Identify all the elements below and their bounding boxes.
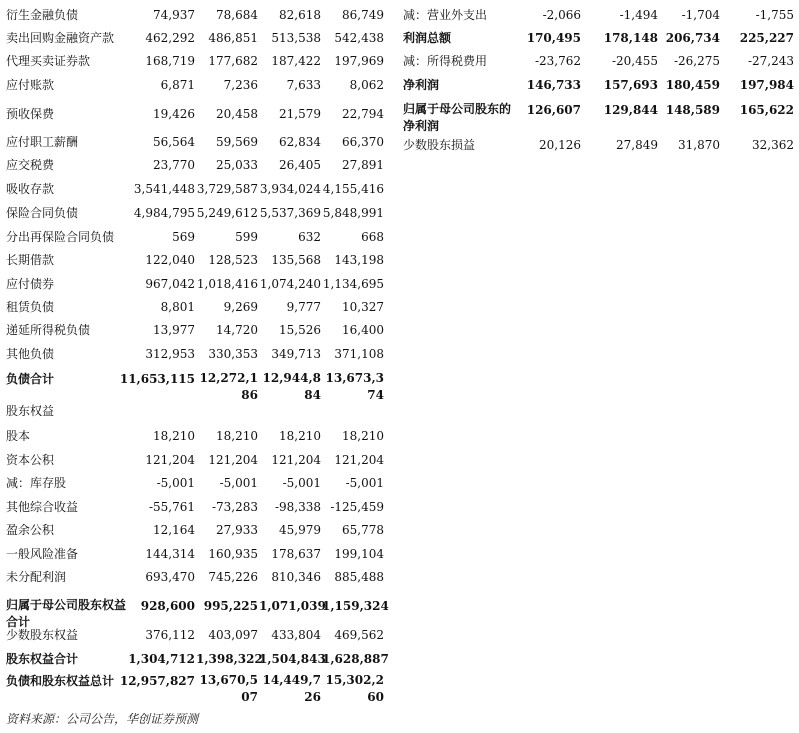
left-value-cell: 668 — [361, 230, 384, 244]
left-value-cell: 9,269 — [223, 300, 258, 314]
left-row-label: 长期借款 — [6, 253, 55, 267]
left-row-label: 衍生金融负债 — [6, 8, 79, 22]
left-row-label: 应付债券 — [6, 277, 55, 291]
right-value-cell: -20,455 — [611, 54, 658, 68]
left-value-cell: 197,969 — [334, 54, 384, 68]
right-value-cell: -1,755 — [755, 8, 794, 22]
left-value-cell: 59,569 — [216, 135, 258, 149]
left-value-cell: 5,848,991 — [322, 206, 384, 220]
left-value-cell: 376,112 — [145, 628, 195, 642]
left-value-cell: -125,459 — [330, 500, 384, 514]
right-row-label: 减：所得税费用 — [403, 54, 488, 68]
left-value-cell: 27,933 — [216, 523, 258, 537]
left-value-cell: 121,204 — [271, 453, 321, 467]
left-row — [0, 204, 799, 222]
right-row — [0, 101, 799, 133]
left-value-cell: -73,283 — [211, 500, 258, 514]
left-value-cell: 143,198 — [334, 253, 384, 267]
left-value-cell: 45,979 — [279, 523, 321, 537]
left-value-cell: 13,670,507 — [199, 673, 258, 704]
left-value-cell: 4,984,795 — [133, 206, 195, 220]
right-row-label: 减：营业外支出 — [403, 8, 488, 22]
left-value-cell: 7,236 — [223, 78, 258, 92]
right-row-label: 净利润 — [403, 78, 440, 92]
right-value-cell: 31,870 — [678, 138, 720, 152]
left-row — [0, 597, 799, 629]
right-value-cell: 165,622 — [739, 103, 794, 117]
left-value-cell: 66,370 — [342, 135, 384, 149]
right-value-cell: 27,849 — [616, 138, 658, 152]
left-value-cell: 14,449,726 — [262, 673, 321, 704]
right-row — [0, 76, 799, 94]
right-row — [0, 6, 799, 24]
left-value-cell: 312,953 — [145, 347, 195, 361]
right-row — [0, 29, 799, 47]
left-value-cell: 599 — [235, 230, 258, 244]
left-value-cell: 12,272,186 — [199, 371, 258, 402]
left-row — [0, 402, 799, 420]
left-row — [0, 568, 799, 586]
left-value-cell: 4,155,416 — [322, 182, 384, 196]
left-value-cell: 1,074,240 — [259, 277, 321, 291]
left-value-cell: 56,564 — [153, 135, 195, 149]
left-value-cell: 15,526 — [279, 323, 321, 337]
left-value-cell: 3,729,587 — [196, 182, 258, 196]
left-row-label: 负债合计 — [6, 372, 55, 386]
left-value-cell: 12,957,827 — [119, 674, 195, 688]
right-value-cell: -27,243 — [747, 54, 794, 68]
left-row — [0, 626, 799, 644]
left-value-cell: 5,537,369 — [259, 206, 321, 220]
left-value-cell: 121,204 — [145, 453, 195, 467]
left-value-cell: 8,801 — [160, 300, 195, 314]
left-row-label: 减：库存股 — [6, 476, 67, 490]
left-value-cell: 74,937 — [153, 8, 195, 22]
left-value-cell: 3,934,024 — [259, 182, 321, 196]
left-value-cell: 885,488 — [334, 570, 384, 584]
left-row — [0, 298, 799, 316]
left-value-cell: 9,777 — [286, 300, 321, 314]
left-value-cell: 122,040 — [145, 253, 195, 267]
left-value-cell: 187,422 — [271, 54, 321, 68]
left-row — [0, 498, 799, 516]
right-row-label: 少数股东损益 — [403, 138, 476, 152]
right-value-cell: -26,275 — [673, 54, 720, 68]
right-value-cell: -23,762 — [534, 54, 581, 68]
left-row — [0, 321, 799, 339]
left-value-cell: 18,210 — [153, 429, 195, 443]
left-value-cell: 21,579 — [279, 107, 321, 121]
left-value-cell: -5,001 — [345, 476, 384, 490]
left-value-cell: -5,001 — [282, 476, 321, 490]
right-value-cell: -1,704 — [681, 8, 720, 22]
left-value-cell: 65,778 — [342, 523, 384, 537]
left-row-label: 其他综合收益 — [6, 500, 79, 514]
left-value-cell: 1,134,695 — [322, 277, 384, 291]
left-value-cell: 86,749 — [342, 8, 384, 22]
right-value-cell: 32,362 — [752, 138, 794, 152]
right-row-label: 利润总额 — [403, 31, 452, 45]
left-value-cell: 19,426 — [153, 107, 195, 121]
left-value-cell: 928,600 — [140, 599, 195, 613]
left-value-cell: 1,159,324 — [322, 599, 389, 613]
left-row-label: 股东权益合计 — [6, 652, 79, 666]
left-value-cell: 16,400 — [342, 323, 384, 337]
left-row — [0, 345, 799, 363]
left-value-cell: 20,458 — [216, 107, 258, 121]
left-value-cell: 27,891 — [342, 158, 384, 172]
left-row-label: 一般风险准备 — [6, 547, 79, 561]
left-row — [0, 275, 799, 293]
left-row-label: 保险合同负债 — [6, 206, 79, 220]
left-value-cell: 144,314 — [145, 547, 195, 561]
left-row — [0, 180, 799, 198]
left-value-cell: 11,653,115 — [119, 372, 195, 386]
left-value-cell: 810,346 — [271, 570, 321, 584]
left-value-cell: 23,770 — [153, 158, 195, 172]
left-row — [0, 251, 799, 269]
left-row — [0, 521, 799, 539]
right-value-cell: 146,733 — [526, 78, 581, 92]
left-value-cell: 8,062 — [349, 78, 384, 92]
left-value-cell: 1,304,712 — [128, 652, 195, 666]
left-row — [0, 474, 799, 492]
left-value-cell: 199,104 — [334, 547, 384, 561]
left-value-cell: 78,684 — [216, 8, 258, 22]
left-value-cell: 168,719 — [145, 54, 195, 68]
right-value-cell: 180,459 — [665, 78, 720, 92]
left-row — [0, 545, 799, 563]
left-value-cell: 82,618 — [279, 8, 321, 22]
right-value-cell: 225,227 — [739, 31, 794, 45]
left-row-label: 租赁负债 — [6, 300, 55, 314]
right-value-cell: 206,734 — [665, 31, 720, 45]
right-value-cell: 126,607 — [526, 103, 581, 117]
right-value-cell: 178,148 — [603, 31, 658, 45]
left-row-label: 归属于母公司股东权益合计 — [6, 598, 127, 629]
left-value-cell: 745,226 — [208, 570, 258, 584]
left-row-label: 股本 — [6, 429, 31, 443]
left-value-cell: 330,353 — [208, 347, 258, 361]
right-value-cell: 170,495 — [526, 31, 581, 45]
right-value-cell: 197,984 — [739, 78, 794, 92]
left-value-cell: -98,338 — [274, 500, 321, 514]
left-row-label: 盈余公积 — [6, 523, 55, 537]
left-row-label: 股东权益 — [6, 404, 55, 418]
left-value-cell: 135,568 — [271, 253, 321, 267]
left-value-cell: 26,405 — [279, 158, 321, 172]
left-row-label: 应付账款 — [6, 78, 55, 92]
left-row — [0, 427, 799, 445]
left-value-cell: 569 — [172, 230, 195, 244]
right-value-cell: -2,066 — [542, 8, 581, 22]
left-value-cell: 14,720 — [216, 323, 258, 337]
left-value-cell: 12,944,884 — [262, 371, 321, 402]
left-row-label: 吸收存款 — [6, 182, 55, 196]
left-row — [0, 672, 799, 704]
left-value-cell: 967,042 — [145, 277, 195, 291]
left-row-label: 少数股东权益 — [6, 628, 79, 642]
right-row-label: 归属于母公司股东的净利润 — [403, 102, 512, 133]
left-value-cell: 995,225 — [203, 599, 258, 613]
left-value-cell: 18,210 — [279, 429, 321, 443]
left-value-cell: 15,302,260 — [325, 673, 384, 704]
left-value-cell: 13,673,374 — [325, 371, 384, 402]
right-value-cell: 148,589 — [665, 103, 720, 117]
left-value-cell: 18,210 — [342, 429, 384, 443]
left-row — [0, 228, 799, 246]
left-row-label: 代理买卖证券款 — [6, 54, 91, 68]
left-value-cell: 1,071,039 — [259, 599, 326, 613]
left-row-label: 分出再保险合同负债 — [6, 230, 115, 244]
left-value-cell: -55,761 — [148, 500, 195, 514]
right-value-cell: -1,494 — [619, 8, 658, 22]
left-row-label: 应交税费 — [6, 158, 55, 172]
left-row-label: 预收保费 — [6, 107, 55, 121]
left-value-cell: 1,018,416 — [196, 277, 258, 291]
left-value-cell: 177,682 — [208, 54, 258, 68]
left-row-label: 资本公积 — [6, 453, 55, 467]
left-value-cell: 22,794 — [342, 107, 384, 121]
left-value-cell: -5,001 — [219, 476, 258, 490]
left-value-cell: 18,210 — [216, 429, 258, 443]
left-value-cell: 7,633 — [286, 78, 321, 92]
left-value-cell: -5,001 — [156, 476, 195, 490]
left-row-label: 未分配利润 — [6, 570, 67, 584]
left-value-cell: 62,834 — [279, 135, 321, 149]
left-row-label: 负债和股东权益总计 — [6, 674, 115, 688]
left-value-cell: 371,108 — [334, 347, 384, 361]
left-value-cell: 3,541,448 — [133, 182, 195, 196]
right-value-cell: 129,844 — [603, 103, 658, 117]
left-value-cell: 513,538 — [271, 31, 321, 45]
left-value-cell: 542,438 — [334, 31, 384, 45]
left-value-cell: 13,977 — [153, 323, 195, 337]
left-value-cell: 178,637 — [271, 547, 321, 561]
right-row — [0, 52, 799, 70]
right-row — [0, 136, 799, 154]
left-value-cell: 403,097 — [208, 628, 258, 642]
left-value-cell: 5,249,612 — [196, 206, 258, 220]
left-row-label: 其他负债 — [6, 347, 55, 361]
left-value-cell: 462,292 — [145, 31, 195, 45]
right-value-cell: 20,126 — [539, 138, 581, 152]
source-note: 资料来源：公司公告，华创证券预测 — [6, 712, 199, 726]
left-value-cell: 632 — [298, 230, 321, 244]
left-value-cell: 693,470 — [145, 570, 195, 584]
left-row-label: 卖出回购金融资产款 — [6, 31, 115, 45]
left-value-cell: 349,713 — [271, 347, 321, 361]
left-row — [0, 156, 799, 174]
left-value-cell: 469,562 — [334, 628, 384, 642]
left-value-cell: 25,033 — [216, 158, 258, 172]
left-row — [0, 370, 799, 402]
left-row — [0, 451, 799, 469]
left-value-cell: 10,327 — [342, 300, 384, 314]
left-value-cell: 433,804 — [271, 628, 321, 642]
left-row-label: 递延所得税负债 — [6, 323, 91, 337]
left-value-cell: 1,398,322 — [196, 652, 263, 666]
left-value-cell: 12,164 — [153, 523, 195, 537]
left-value-cell: 1,628,887 — [322, 652, 389, 666]
left-value-cell: 160,935 — [208, 547, 258, 561]
left-value-cell: 486,851 — [208, 31, 258, 45]
left-value-cell: 1,504,843 — [259, 652, 326, 666]
left-value-cell: 128,523 — [208, 253, 258, 267]
right-value-cell: 157,693 — [603, 78, 658, 92]
left-value-cell: 121,204 — [208, 453, 258, 467]
left-value-cell: 121,204 — [334, 453, 384, 467]
left-value-cell: 6,871 — [160, 78, 195, 92]
left-row-label: 应付职工薪酬 — [6, 135, 79, 149]
left-row — [0, 650, 799, 668]
